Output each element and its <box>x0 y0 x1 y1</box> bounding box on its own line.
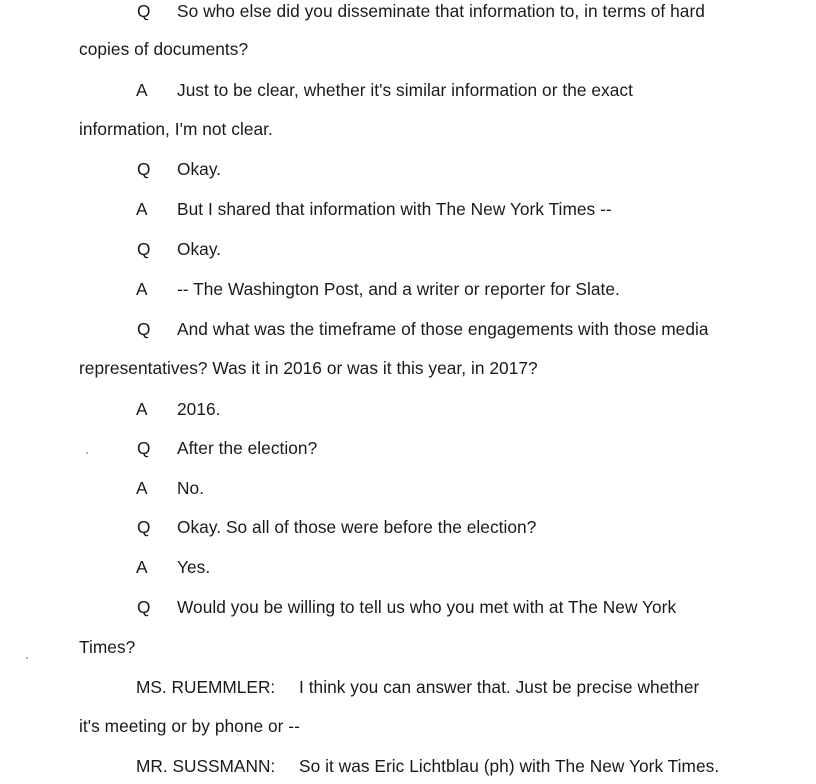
question-text-continued: representatives? Was it in 2016 or was it this year, in 2017? <box>79 358 538 378</box>
answer-text: Just to be clear, whether it's similar information or the exact <box>177 80 633 100</box>
speaker-q: Q <box>137 239 151 259</box>
statement-text: So it was Eric Lichtblau (ph) with The New York Times. <box>299 756 720 776</box>
question-text: Okay. So all of those were before the election? <box>177 517 537 537</box>
speaker-a: A <box>136 80 148 100</box>
speaker-a: A <box>136 199 148 219</box>
speaker-a: A <box>136 399 148 419</box>
scan-speck <box>26 657 28 659</box>
speaker-q: Q <box>137 597 151 617</box>
answer-text: But I shared that information with The New York Times -- <box>177 199 612 219</box>
speaker-a: A <box>136 478 148 498</box>
speaker-q: Q <box>137 1 151 21</box>
question-text: And what was the timeframe of those engagements with those media <box>177 319 709 339</box>
speaker-q: Q <box>137 159 151 179</box>
statement-text-continued: it's meeting or by phone or -- <box>79 716 300 736</box>
answer-text: Yes. <box>177 557 211 577</box>
speaker-a: A <box>136 557 148 577</box>
question-text: Okay. <box>177 159 222 179</box>
question-text-continued: copies of documents? <box>79 39 249 59</box>
question-text-continued: Times? <box>79 637 136 657</box>
scan-speck <box>86 452 88 454</box>
question-text: So who else did you disseminate that information to, in terms of hard <box>177 1 705 21</box>
speaker-q: Q <box>137 517 151 537</box>
speaker-q: Q <box>137 319 151 339</box>
answer-text-continued: information, I'm not clear. <box>79 119 273 139</box>
answer-text: 2016. <box>177 399 221 419</box>
question-text: Okay. <box>177 239 222 259</box>
question-text: After the election? <box>177 438 318 458</box>
statement-text: I think you can answer that. Just be precise whether <box>299 677 700 697</box>
speaker-q: Q <box>137 438 151 458</box>
answer-text: -- The Washington Post, and a writer or reporter for Slate. <box>177 279 620 299</box>
question-text: Would you be willing to tell us who you met with at The New York <box>177 597 677 617</box>
answer-text: No. <box>177 478 205 498</box>
speaker-sussmann: MR. SUSSMANN: <box>136 756 276 776</box>
speaker-a: A <box>136 279 148 299</box>
speaker-ruemmler: MS. RUEMMLER: <box>136 677 276 697</box>
